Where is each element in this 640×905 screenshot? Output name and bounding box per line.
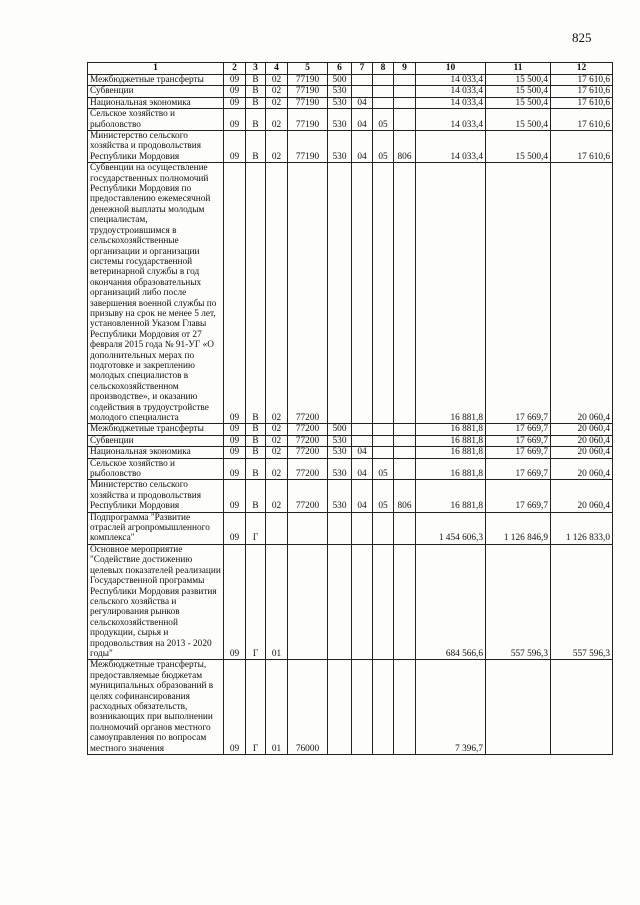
column-header: 1 xyxy=(88,63,224,75)
amount-year-3: 20 060,4 xyxy=(551,163,613,424)
amount-year-3: 17 610,6 xyxy=(551,75,613,86)
code-direction: 77200 xyxy=(288,435,328,446)
code-grbs xyxy=(394,109,416,131)
amount-year-2: 17 669,7 xyxy=(486,447,551,458)
item-name: Субвенции xyxy=(88,86,224,97)
amount-year-1: 16 881,8 xyxy=(416,447,486,458)
code-gp: 09 xyxy=(224,131,246,163)
code-gp: 09 xyxy=(224,86,246,97)
item-name: Сельское хозяйство и рыболовство xyxy=(88,458,224,480)
amount-year-1: 14 033,4 xyxy=(416,97,486,108)
table-row xyxy=(88,660,613,755)
code-grbs: 806 xyxy=(394,131,416,163)
code-pp: В xyxy=(246,97,266,108)
code-om: 02 xyxy=(266,131,288,163)
column-header: 4 xyxy=(266,63,288,75)
amount-year-3: 17 610,6 xyxy=(551,97,613,108)
amount-year-1: 16 881,8 xyxy=(416,480,486,512)
amount-year-2: 15 500,4 xyxy=(486,75,551,86)
code-pr xyxy=(373,163,394,424)
code-grbs xyxy=(394,424,416,435)
code-rz: 04 xyxy=(352,480,373,512)
code-vr: 530 xyxy=(328,435,352,446)
code-om: 02 xyxy=(266,163,288,424)
amount-year-1: 14 033,4 xyxy=(416,75,486,86)
code-pp: В xyxy=(246,458,266,480)
code-direction: 77200 xyxy=(288,480,328,512)
code-vr: 530 xyxy=(328,86,352,97)
code-rz: 04 xyxy=(352,131,373,163)
code-grbs xyxy=(394,660,416,755)
code-om: 02 xyxy=(266,109,288,131)
table-row xyxy=(88,424,613,435)
code-rz: 04 xyxy=(352,458,373,480)
amount-year-1: 14 033,4 xyxy=(416,109,486,131)
code-direction: 77190 xyxy=(288,97,328,108)
amount-year-3: 17 610,6 xyxy=(551,131,613,163)
code-rz xyxy=(352,424,373,435)
code-om: 02 xyxy=(266,97,288,108)
code-pr: 05 xyxy=(373,480,394,512)
code-vr: 530 xyxy=(328,97,352,108)
amount-year-2: 17 669,7 xyxy=(486,480,551,512)
code-om: 02 xyxy=(266,458,288,480)
code-direction: 77190 xyxy=(288,86,328,97)
table-row xyxy=(88,480,613,512)
code-gp: 09 xyxy=(224,512,246,544)
amount-year-3: 17 610,6 xyxy=(551,109,613,131)
code-pr: 05 xyxy=(373,109,394,131)
amount-year-2: 15 500,4 xyxy=(486,109,551,131)
code-grbs xyxy=(394,544,416,659)
table-row xyxy=(88,86,613,97)
code-pr xyxy=(373,424,394,435)
code-vr: 530 xyxy=(328,480,352,512)
code-direction: 77200 xyxy=(288,447,328,458)
item-name: Национальная экономика xyxy=(88,97,224,108)
table-row xyxy=(88,109,613,131)
code-rz: 04 xyxy=(352,447,373,458)
code-rz xyxy=(352,435,373,446)
code-pp: В xyxy=(246,447,266,458)
code-pp: В xyxy=(246,480,266,512)
amount-year-3: 20 060,4 xyxy=(551,480,613,512)
code-vr xyxy=(328,544,352,659)
code-pp: В xyxy=(246,424,266,435)
column-header: 10 xyxy=(416,63,486,75)
code-pp: Г xyxy=(246,512,266,544)
code-grbs xyxy=(394,435,416,446)
amount-year-1: 7 396,7 xyxy=(416,660,486,755)
code-gp: 09 xyxy=(224,435,246,446)
column-header: 9 xyxy=(394,63,416,75)
code-rz xyxy=(352,512,373,544)
amount-year-2: 17 669,7 xyxy=(486,163,551,424)
amount-year-3 xyxy=(551,660,613,755)
table-row xyxy=(88,435,613,446)
code-vr xyxy=(328,163,352,424)
amount-year-2: 17 669,7 xyxy=(486,424,551,435)
budget-table xyxy=(87,62,613,755)
code-pp: В xyxy=(246,75,266,86)
code-gp: 09 xyxy=(224,480,246,512)
code-gp: 09 xyxy=(224,544,246,659)
amount-year-2: 15 500,4 xyxy=(486,86,551,97)
amount-year-3: 20 060,4 xyxy=(551,424,613,435)
code-pp: В xyxy=(246,109,266,131)
code-om: 02 xyxy=(266,75,288,86)
code-grbs: 806 xyxy=(394,480,416,512)
code-vr xyxy=(328,512,352,544)
column-header: 6 xyxy=(328,63,352,75)
amount-year-1: 16 881,8 xyxy=(416,163,486,424)
code-pp: В xyxy=(246,131,266,163)
code-rz xyxy=(352,660,373,755)
code-grbs xyxy=(394,97,416,108)
item-name: Межбюджетные трансферты xyxy=(88,75,224,86)
code-direction: 77200 xyxy=(288,163,328,424)
code-vr: 530 xyxy=(328,109,352,131)
amount-year-3: 20 060,4 xyxy=(551,458,613,480)
code-pp: Г xyxy=(246,660,266,755)
code-direction: 77190 xyxy=(288,75,328,86)
code-pr xyxy=(373,75,394,86)
table-body xyxy=(88,75,613,755)
amount-year-1: 1 454 606,3 xyxy=(416,512,486,544)
code-rz: 04 xyxy=(352,97,373,108)
item-name: Сельское хозяйство и рыболовство xyxy=(88,109,224,131)
code-gp: 09 xyxy=(224,163,246,424)
code-om xyxy=(266,512,288,544)
code-grbs xyxy=(394,75,416,86)
code-pr xyxy=(373,660,394,755)
amount-year-3: 17 610,6 xyxy=(551,86,613,97)
amount-year-1: 16 881,8 xyxy=(416,424,486,435)
table-row xyxy=(88,163,613,424)
code-om: 02 xyxy=(266,86,288,97)
code-direction: 77200 xyxy=(288,458,328,480)
amount-year-3: 1 126 833,0 xyxy=(551,512,613,544)
amount-year-1: 16 881,8 xyxy=(416,435,486,446)
code-pr: 05 xyxy=(373,458,394,480)
item-name: Межбюджетные трансферты, предоставляемые бюджетам муниципальных образований в целях софинансирования расходных обязательств, возникающих при выполнении полномочий органов местного самоуправления по вопросам местного значения xyxy=(88,660,224,755)
code-rz xyxy=(352,75,373,86)
code-pr xyxy=(373,97,394,108)
code-gp: 09 xyxy=(224,458,246,480)
code-pr xyxy=(373,544,394,659)
column-header: 2 xyxy=(224,63,246,75)
amount-year-1: 14 033,4 xyxy=(416,131,486,163)
column-header: 11 xyxy=(486,63,551,75)
column-header: 7 xyxy=(352,63,373,75)
table-row xyxy=(88,75,613,86)
column-header: 12 xyxy=(551,63,613,75)
amount-year-3: 557 596,3 xyxy=(551,544,613,659)
table-row xyxy=(88,97,613,108)
code-rz xyxy=(352,86,373,97)
amount-year-2: 15 500,4 xyxy=(486,97,551,108)
code-om: 02 xyxy=(266,447,288,458)
amount-year-1: 684 566,6 xyxy=(416,544,486,659)
item-name: Основное мероприятие "Содействие достижению целевых показателей реализации Государственной программы Республики Мордовия развития сельского хозяйства и регулирования рынков сельскохозяйственной продукции, сырья и продовольствия на 2013 - 2020 годы" xyxy=(88,544,224,659)
amount-year-3: 20 060,4 xyxy=(551,447,613,458)
code-om: 02 xyxy=(266,480,288,512)
table-row xyxy=(88,512,613,544)
amount-year-2: 15 500,4 xyxy=(486,131,551,163)
code-grbs xyxy=(394,86,416,97)
item-name: Межбюджетные трансферты xyxy=(88,424,224,435)
table-row xyxy=(88,447,613,458)
column-header: 8 xyxy=(373,63,394,75)
amount-year-2 xyxy=(486,660,551,755)
code-pr xyxy=(373,435,394,446)
code-om: 01 xyxy=(266,544,288,659)
code-gp: 09 xyxy=(224,424,246,435)
code-gp: 09 xyxy=(224,97,246,108)
code-direction: 77200 xyxy=(288,424,328,435)
amount-year-2: 1 126 846,9 xyxy=(486,512,551,544)
code-direction: 77190 xyxy=(288,109,328,131)
code-pr xyxy=(373,86,394,97)
code-vr: 500 xyxy=(328,75,352,86)
code-rz xyxy=(352,163,373,424)
item-name: Национальная экономика xyxy=(88,447,224,458)
amount-year-2: 557 596,3 xyxy=(486,544,551,659)
code-om: 02 xyxy=(266,424,288,435)
amount-year-2: 17 669,7 xyxy=(486,458,551,480)
code-om: 02 xyxy=(266,435,288,446)
code-pr xyxy=(373,512,394,544)
column-header: 5 xyxy=(288,63,328,75)
code-direction: 76000 xyxy=(288,660,328,755)
code-grbs xyxy=(394,458,416,480)
code-vr: 530 xyxy=(328,447,352,458)
code-grbs xyxy=(394,447,416,458)
page-number: 825 xyxy=(572,30,592,45)
amount-year-1: 16 881,8 xyxy=(416,458,486,480)
code-grbs xyxy=(394,512,416,544)
amount-year-2: 17 669,7 xyxy=(486,435,551,446)
code-gp: 09 xyxy=(224,75,246,86)
code-pr: 05 xyxy=(373,131,394,163)
item-name: Субвенции на осуществление государственных полномочий Республики Мордовия по предоставлению ежемесячной денежной выплаты молодым специалистам, трудоустроившимся в сельскохозяйственные организации и организации системы государственной ветеринарной службы в год окончания образовательных организаций либо после завершения военной службы по призыву на срок не менее 5 лет, установленной Указом Главы Республики Мордовия от 27 февраля 2015 года № 91-УГ «О дополнительных мерах по подготовке и закреплению молодых специалистов в сельскохозяйственном производстве», и оказанию содействия в трудоустройстве молодого специалиста xyxy=(88,163,224,424)
code-vr xyxy=(328,660,352,755)
code-gp: 09 xyxy=(224,109,246,131)
code-gp: 09 xyxy=(224,660,246,755)
code-vr: 530 xyxy=(328,131,352,163)
code-pp: В xyxy=(246,163,266,424)
item-name: Субвенции xyxy=(88,435,224,446)
code-direction: 77190 xyxy=(288,131,328,163)
code-rz: 04 xyxy=(352,109,373,131)
item-name: Министерство сельского хозяйства и продовольствия Республики Мордовия xyxy=(88,131,224,163)
code-om: 01 xyxy=(266,660,288,755)
code-direction xyxy=(288,512,328,544)
item-name: Подпрограмма "Развитие отраслей агропромышленного комплекса" xyxy=(88,512,224,544)
code-gp: 09 xyxy=(224,447,246,458)
code-direction xyxy=(288,544,328,659)
code-pr xyxy=(373,447,394,458)
code-grbs xyxy=(394,163,416,424)
code-rz xyxy=(352,544,373,659)
code-pp: В xyxy=(246,86,266,97)
item-name: Министерство сельского хозяйства и продовольствия Республики Мордовия xyxy=(88,480,224,512)
table-row xyxy=(88,131,613,163)
amount-year-1: 14 033,4 xyxy=(416,86,486,97)
code-pp: В xyxy=(246,435,266,446)
table-row xyxy=(88,458,613,480)
code-vr: 500 xyxy=(328,424,352,435)
table-header-row xyxy=(88,63,613,75)
column-header: 3 xyxy=(246,63,266,75)
table-row xyxy=(88,544,613,659)
code-pp: Г xyxy=(246,544,266,659)
code-vr: 530 xyxy=(328,458,352,480)
amount-year-3: 20 060,4 xyxy=(551,435,613,446)
